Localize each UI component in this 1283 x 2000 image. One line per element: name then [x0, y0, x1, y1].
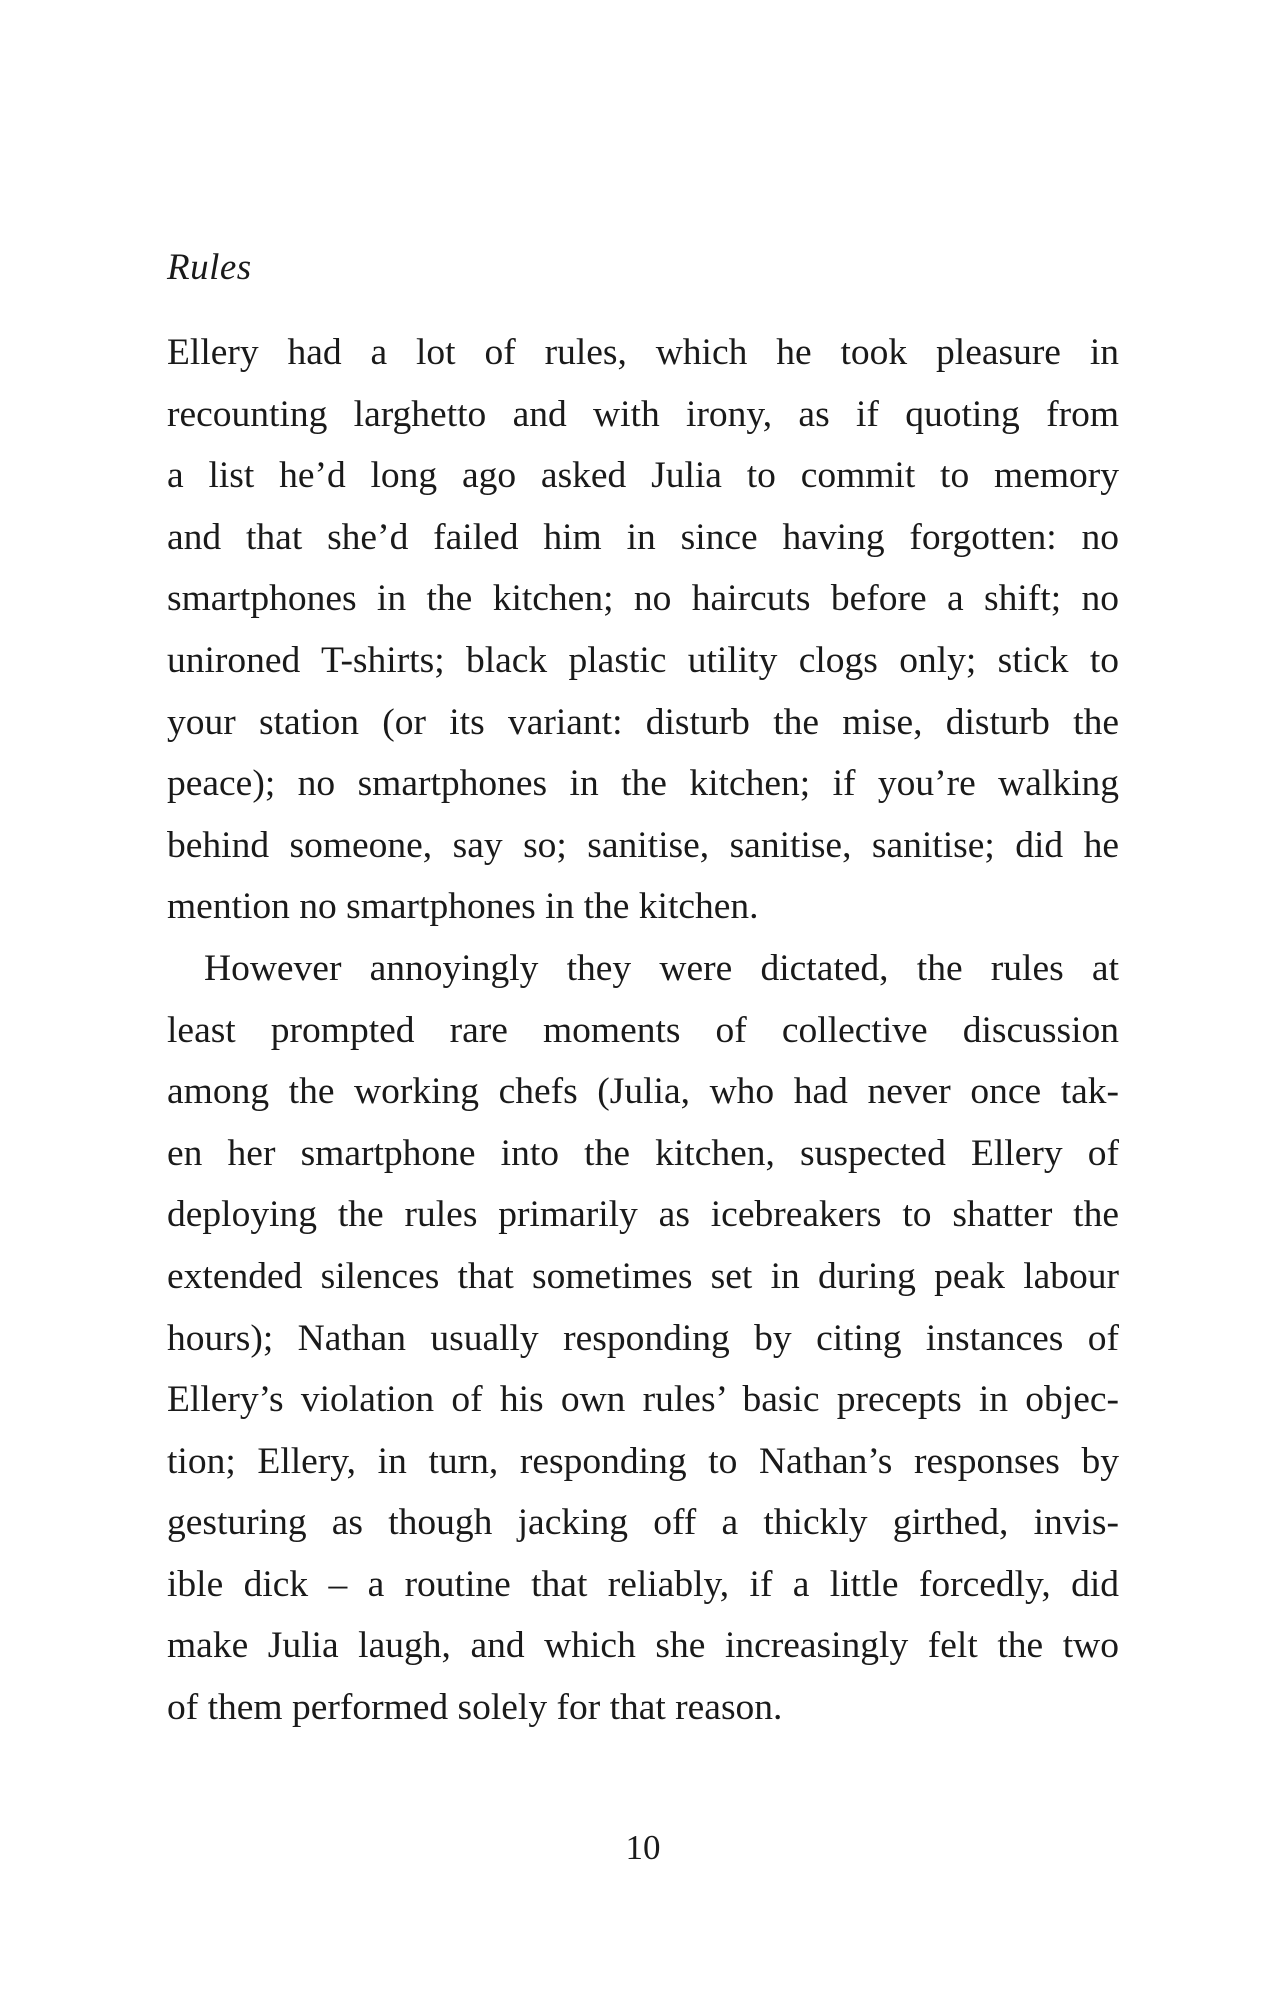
- text-line: smartphones in the kitchen; no haircuts before a shift; no: [167, 578, 1119, 620]
- text-line: hours); Nathan usually responding by citing instances of: [167, 1317, 1119, 1359]
- body-text: [167, 322, 1119, 1739]
- text-line: gesturing as though jacking off a thickly girthed, invis-: [167, 1502, 1119, 1544]
- paragraph-1: [167, 322, 1119, 938]
- text-line: peace); no smartphones in the kitchen; if you’re walking: [167, 763, 1119, 805]
- text-line: of them performed solely for that reason.: [167, 1687, 783, 1729]
- paragraph-2: [167, 938, 1119, 1739]
- text-line: deploying the rules primarily as icebreakers to shatter the: [167, 1194, 1119, 1236]
- text-line: mention no smartphones in the kitchen.: [167, 886, 759, 928]
- text-line: make Julia laugh, and which she increasingly felt the two: [167, 1625, 1119, 1667]
- text-line: unironed T-shirts; black plastic utility clogs only; stick to: [167, 639, 1119, 681]
- text-line: your station (or its variant: disturb the mise, disturb the: [167, 701, 1119, 743]
- text-line: en her smartphone into the kitchen, suspected Ellery of: [167, 1132, 1119, 1174]
- text-line: among the working chefs (Julia, who had never once tak-: [167, 1071, 1119, 1113]
- text-line: and that she’d failed him in since having forgotten: no: [167, 516, 1119, 558]
- text-line: behind someone, say so; sanitise, sanitise, sanitise; did he: [167, 824, 1119, 866]
- text-line: tion; Ellery, in turn, responding to Nathan’s responses by: [167, 1440, 1119, 1482]
- text-line: recounting larghetto and with irony, as if quoting from: [167, 393, 1119, 435]
- text-line: least prompted rare moments of collective discussion: [167, 1009, 1119, 1051]
- text-line: ible dick – a routine that reliably, if a little forcedly, did: [167, 1563, 1119, 1605]
- text-line: Ellery had a lot of rules, which he took pleasure in: [167, 332, 1119, 373]
- section-title: Rules: [167, 247, 252, 288]
- text-line: Ellery’s violation of his own rules’ basic precepts in objec-: [167, 1379, 1119, 1421]
- page-number: 10: [625, 1828, 661, 1867]
- book-page: [167, 0, 1119, 2000]
- text-line: extended silences that sometimes set in during peak labour: [167, 1255, 1119, 1297]
- text-line: a list he’d long ago asked Julia to commit to memory: [167, 455, 1119, 497]
- text-line: However annoyingly they were dictated, the rules at: [204, 947, 1119, 989]
